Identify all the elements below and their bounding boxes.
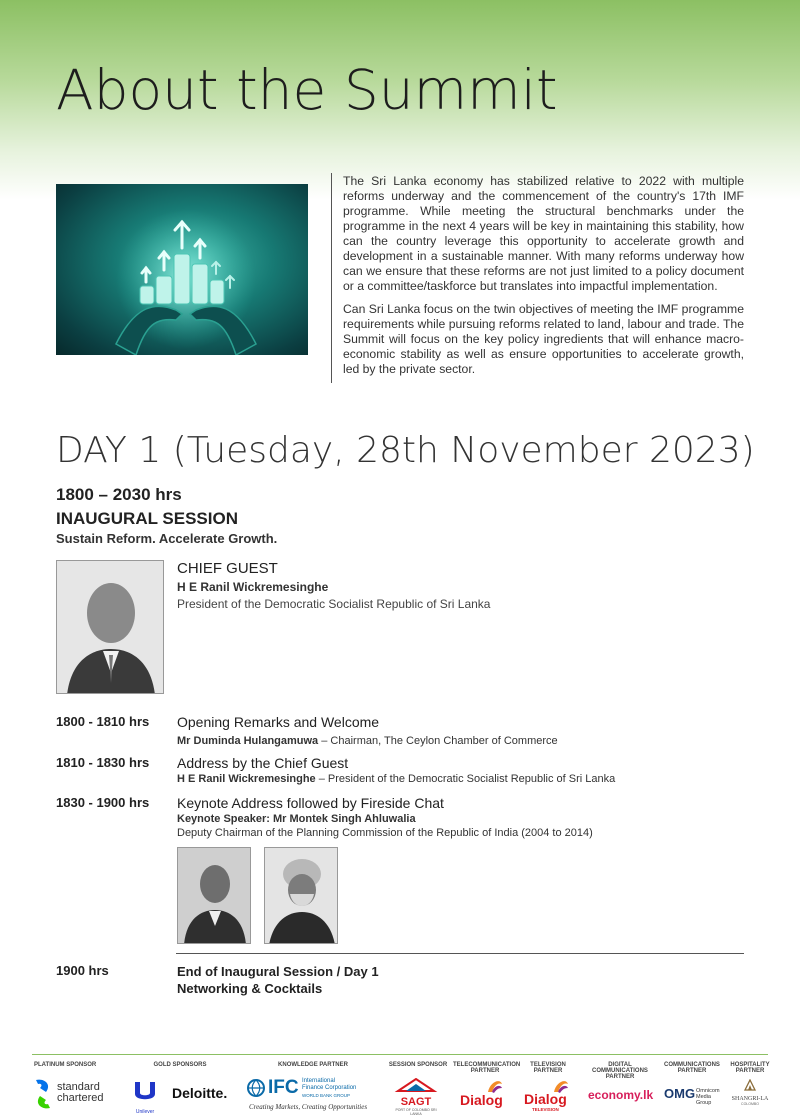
communications-partner-label: COMMUNICATIONS PARTNER: [664, 1062, 720, 1074]
hero-image-coins-growth: [56, 184, 308, 355]
standard-chartered-mark-icon: [32, 1078, 54, 1110]
coins-hands-illustration: [56, 184, 308, 355]
portrait-silhouette: [265, 848, 338, 944]
ifc-line-3: WORLD BANK GROUP: [302, 1093, 351, 1098]
agenda-title: Opening Remarks and Welcome: [177, 714, 380, 730]
shangrila-sub: COLOMBO: [741, 1102, 759, 1106]
agenda-body: [177, 714, 757, 747]
dialog-logo: [460, 1078, 508, 1112]
dialog-television-logo: [524, 1078, 576, 1114]
omnicom-line-2: Media Group: [696, 1094, 712, 1106]
agenda-speaker: Keynote Speaker: Mr Montek Singh Ahluwalia: [177, 813, 416, 825]
shangrila-wordmark: SHANGRI-LA: [731, 1096, 769, 1102]
knowledge-partner-label: KNOWLEDGE PARTNER: [278, 1062, 348, 1068]
dialog-tv-wordmark: Dialog: [524, 1091, 567, 1107]
deloitte-logo: Deloitte.: [172, 1085, 228, 1101]
ifc-line-1: International: [302, 1078, 336, 1084]
session-title: INAUGURAL SESSION: [56, 509, 238, 528]
unilever-u-icon: [132, 1080, 158, 1104]
closing-line-1: End of Inaugural Session / Day 1: [177, 964, 379, 979]
agenda-role: – President of the Democratic Socialist Republic of Sri Lanka: [315, 773, 616, 785]
digital-partner-label: DIGITAL COMMUNICATIONS PARTNER: [592, 1062, 648, 1080]
portrait-silhouette: [178, 848, 251, 944]
dialog-tv-sub: TELEVISION: [532, 1107, 559, 1112]
keynote-moderator-photo: [177, 847, 251, 944]
about-divider: [331, 173, 332, 383]
closing-text: [177, 963, 379, 997]
shangrila-mark-icon: [743, 1079, 757, 1091]
chief-guest-photo: [56, 560, 164, 694]
agenda-body: [177, 795, 757, 839]
ifc-wordmark: IFC: [268, 1077, 299, 1098]
shangrila-logo: [728, 1078, 772, 1114]
agenda-divider: [176, 953, 744, 954]
portrait-silhouette: [57, 561, 164, 694]
agenda-speaker: H E Ranil Wickremesinghe: [177, 773, 316, 785]
day-heading: DAY 1 (Tuesday, 28th November 2023): [56, 430, 755, 471]
hospitality-partner-label: HOSPITALITY PARTNER: [730, 1062, 770, 1074]
agenda-speaker: Mr Duminda Hulangamuwa: [177, 735, 319, 747]
agenda-speaker-line: [177, 773, 757, 785]
keynote-speaker-photo: [264, 847, 338, 944]
page-title: About the Summit: [56, 58, 558, 122]
world-bank-globe-icon: [246, 1078, 266, 1098]
telecom-partner-label: TELECOMMUNICATION PARTNER: [453, 1062, 521, 1074]
agenda-role: – Chairman, The Ceylon Chamber of Commerce: [318, 735, 558, 747]
ifc-tagline: Creating Markets, Creating Opportunities: [249, 1103, 368, 1111]
sagt-mark-icon: [392, 1078, 440, 1092]
sagt-logo: [392, 1078, 440, 1116]
agenda-time: 1800 - 1810 hrs: [56, 714, 150, 729]
chief-guest-name: H E Ranil Wickremesinghe: [177, 580, 329, 594]
omnicom-logo: [664, 1086, 724, 1106]
chief-guest-title: President of the Democratic Socialist Republic of Sri Lanka: [177, 597, 491, 611]
closing-line-2: Networking & Cocktails: [177, 981, 323, 996]
agenda-time: 1830 - 1900 hrs: [56, 795, 150, 810]
about-paragraph-1: The Sri Lanka economy has stabilized relative to 2022 with multiple reforms underway and the commencement of the country's 17th IMF programme. While meeting the structural benchmarks under the programme in the next 4 years will be key in maintaining this stability, how can the country leverage this opportunity to accelerate growth and development in a sustainable manner. With many reforms underway how can we ensure that these reforms are not just limited to a policy document or a committee/taskforce but translates into impactful implementation.: [343, 174, 744, 293]
agenda-title: Keynote Address followed by Fireside Chat: [177, 795, 444, 811]
economy-lk-logo: economy.lk: [588, 1088, 654, 1102]
sagt-wordmark: SAGT: [400, 1096, 432, 1108]
ifc-line-2: Finance Corporation: [302, 1085, 357, 1091]
session-time: 1800 – 2030 hrs: [56, 485, 182, 504]
ifc-logo: [246, 1076, 376, 1116]
agenda-speaker-line: [177, 735, 757, 747]
about-paragraph-2: Can Sri Lanka focus on the twin objectives of meeting the IMF programme requirements while pursuing reforms related to land, labour and trade. The Summit will focus on the key policy ingredients that will enhance macro-economic stability as well as ensure opportunities to accelerate growth, led by the private sector.: [343, 302, 744, 376]
gold-sponsors-label: GOLD SPONSORS: [153, 1062, 207, 1068]
sagt-sub: PORT OF COLOMBO SRI LANKA: [395, 1108, 437, 1116]
session-sponsor-label: SESSION SPONSOR: [388, 1062, 448, 1068]
closing-time: 1900 hrs: [56, 963, 109, 978]
agenda-time: 1810 - 1830 hrs: [56, 755, 150, 770]
platinum-sponsor-label: PLATINUM SPONSOR: [34, 1062, 97, 1068]
omg-wordmark: OMG: [664, 1086, 696, 1101]
agenda-role: Deputy Chairman of the Planning Commission of the Republic of India (2004 to 2014): [177, 827, 593, 839]
standard-chartered-line-2: chartered: [57, 1092, 104, 1104]
television-partner-label: TELEVISION PARTNER: [530, 1062, 566, 1074]
unilever-text: Unilever: [135, 1109, 155, 1115]
sponsor-divider: [32, 1054, 768, 1055]
standard-chartered-logo: [32, 1078, 112, 1112]
omnicom-line-1: Omnicom: [696, 1088, 720, 1094]
standard-chartered-line-1: standard: [57, 1081, 100, 1093]
unilever-logo: [132, 1080, 158, 1115]
session-tagline: Sustain Reform. Accelerate Growth.: [56, 531, 278, 546]
dialog-wordmark: Dialog: [460, 1092, 503, 1108]
about-description: [343, 174, 744, 385]
chief-guest-label: CHIEF GUEST: [177, 560, 278, 577]
agenda-title: Address by the Chief Guest: [177, 755, 349, 771]
agenda-body: [177, 755, 757, 785]
